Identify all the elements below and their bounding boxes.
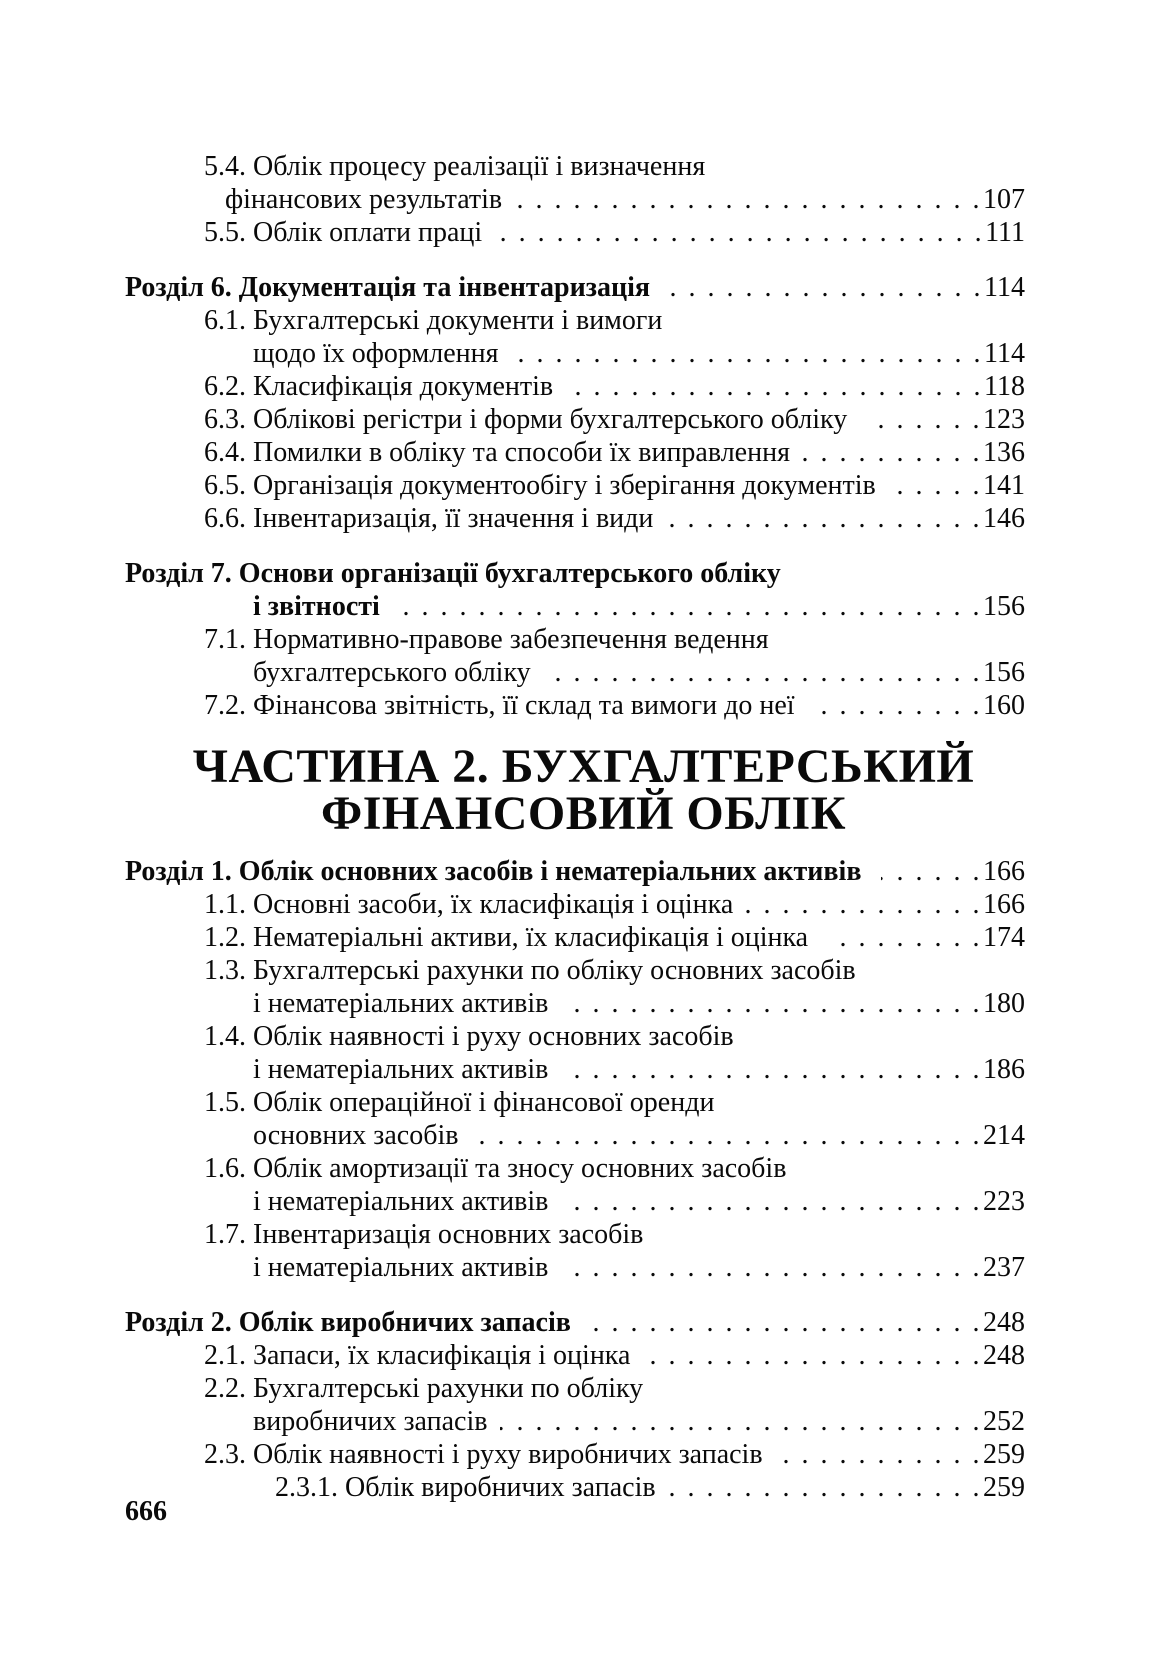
toc-line-page-number: 141 <box>983 470 1025 501</box>
toc-line <box>125 1438 1025 1471</box>
dot-leader <box>584 1306 982 1339</box>
toc-line-text: 6.1. Бухгалтерські документи і вимоги <box>204 305 663 336</box>
dot-leader <box>776 1438 982 1471</box>
toc-line-page-number: 156 <box>983 591 1025 622</box>
toc-line <box>125 150 1025 183</box>
toc-line-page-number: 252 <box>983 1406 1025 1437</box>
toc-line <box>125 1339 1025 1372</box>
toc-line <box>125 183 1025 216</box>
toc-line <box>125 656 1025 689</box>
toc-line-text: 1.5. Облік операційної і фінансової оренди <box>204 1087 715 1118</box>
toc-line-text: 1.2. Нематеріальні активи, їх класифікація і оцінка <box>204 922 823 953</box>
dot-leader <box>803 436 982 469</box>
toc-line-page-number: 123 <box>983 404 1025 435</box>
dot-leader <box>663 271 983 304</box>
toc-line-page-number: 111 <box>985 217 1025 248</box>
toc-line <box>125 855 1025 888</box>
toc-line <box>125 1119 1025 1152</box>
dot-leader <box>500 1405 982 1438</box>
toc-line-page-number: 160 <box>983 690 1025 721</box>
toc-line <box>125 623 1025 656</box>
toc-line-text: виробничих запасів <box>253 1406 495 1437</box>
toc-line-text: 2.3. Облік наявності і руху виробничих запасів <box>204 1439 770 1470</box>
toc-line <box>125 304 1025 337</box>
toc-line <box>125 1372 1025 1405</box>
toc-line <box>125 1218 1025 1251</box>
toc-line <box>125 1185 1025 1218</box>
toc-line <box>125 921 1025 954</box>
toc-line <box>125 502 1025 535</box>
page-number-footer: 666 <box>125 1496 167 1527</box>
dot-leader <box>896 469 982 502</box>
toc-line <box>125 1405 1025 1438</box>
toc-line-page-number: 174 <box>983 922 1025 953</box>
dot-leader <box>815 689 982 722</box>
toc-line-text: 2.2. Бухгалтерські рахунки по обліку <box>204 1373 644 1404</box>
toc-line-text: Розділ 7. Основи організації бухгалтерського обліку <box>125 558 781 589</box>
toc-line <box>125 1471 1025 1504</box>
toc-line-text: Розділ 6. Документація та інвентаризація <box>125 272 658 303</box>
toc-line <box>125 1152 1025 1185</box>
toc-line-page-number: 248 <box>983 1340 1025 1371</box>
toc-line-page-number: 186 <box>983 1054 1025 1085</box>
toc-line-text: і нематеріальних активів <box>253 1252 556 1283</box>
toc-line-text: і нематеріальних активів <box>253 1186 556 1217</box>
toc-line <box>125 370 1025 403</box>
part-heading-line1: ЧАСТИНА 2. БУХГАЛТЕРСЬКИЙ <box>192 740 975 793</box>
toc-line <box>125 469 1025 502</box>
toc-line-text: 2.1. Запаси, їх класифікація і оцінка <box>204 1340 638 1371</box>
toc-line <box>125 271 1025 304</box>
toc-line-text: Розділ 1. Облік основних засобів і нематеріальних активів <box>125 856 876 887</box>
dot-leader <box>566 370 983 403</box>
toc-line <box>125 1251 1025 1284</box>
toc-line-text: і звітності <box>253 591 387 622</box>
toc-line-page-number: 259 <box>983 1472 1025 1503</box>
dot-leader <box>828 921 982 954</box>
dot-leader <box>867 403 982 436</box>
toc-line <box>125 436 1025 469</box>
toc-line-text: 1.7. Інвентаризація основних засобів <box>204 1219 644 1250</box>
toc-line-text: 6.4. Помилки в обліку та способи їх виправлення <box>204 437 797 468</box>
toc-line-text: 5.5. Облік оплати праці <box>204 217 490 248</box>
toc-line <box>125 590 1025 623</box>
part-heading-line2: ФІНАНСОВИЙ ОБЛІК <box>320 787 847 840</box>
toc-line-page-number: 237 <box>983 1252 1025 1283</box>
dot-leader <box>881 855 982 888</box>
toc-line-page-number: 180 <box>983 988 1025 1019</box>
dot-leader <box>643 1339 982 1372</box>
toc-line-text: 7.2. Фінансова звітність, її склад та вимоги до неї <box>204 690 809 721</box>
toc-line-text: 7.1. Нормативно-правове забезпечення ведення <box>204 624 769 655</box>
toc-line-page-number: 248 <box>983 1307 1025 1338</box>
toc-line <box>125 403 1025 436</box>
toc-line-text: 6.6. Інвентаризація, її значення і види <box>204 503 661 534</box>
dot-leader <box>551 656 982 689</box>
toc-line-page-number: 107 <box>983 184 1025 215</box>
toc-line-text: основних засобів <box>253 1120 466 1151</box>
toc-line <box>125 954 1025 987</box>
toc-line-page-number: 259 <box>983 1439 1025 1470</box>
toc-line-text: 6.2. Класифікація документів <box>204 371 561 402</box>
toc-line <box>125 689 1025 722</box>
toc-line-page-number: 114 <box>984 338 1025 369</box>
toc-line-text: і нематеріальних активів <box>253 1054 556 1085</box>
toc-line-page-number: 166 <box>983 889 1025 920</box>
toc-line-text: і нематеріальних активів <box>253 988 556 1019</box>
toc-line-page-number: 166 <box>983 856 1025 887</box>
dot-leader <box>515 183 982 216</box>
dot-leader <box>746 888 982 921</box>
toc-line-text: 5.4. Облік процесу реалізації і визначення <box>204 151 706 182</box>
toc-line <box>125 888 1025 921</box>
toc-line-text: 6.5. Організація документообігу і зберігання документів <box>204 470 890 501</box>
dot-leader <box>495 216 984 249</box>
toc-line <box>125 1020 1025 1053</box>
toc-line-page-number: 146 <box>983 503 1025 534</box>
toc-line <box>125 1086 1025 1119</box>
toc-section-part2 <box>125 855 1025 1504</box>
toc-line-text: бухгалтерського обліку <box>253 657 545 688</box>
toc-line-text: 1.1. Основні засоби, їх класифікація і оцінка <box>204 889 741 920</box>
part-heading <box>0 740 1167 840</box>
toc-line-text: Розділ 2. Облік виробничих запасів <box>125 1307 578 1338</box>
toc-line-page-number: 223 <box>983 1186 1025 1217</box>
dot-leader <box>669 1471 982 1504</box>
dot-leader <box>561 1185 982 1218</box>
dot-leader <box>561 1053 982 1086</box>
dot-leader <box>471 1119 982 1152</box>
toc-section-part1 <box>125 0 1025 722</box>
toc-line <box>125 337 1025 370</box>
toc-line-page-number: 156 <box>983 657 1025 688</box>
toc-line-page-number: 214 <box>983 1120 1025 1151</box>
toc-line-text: 1.6. Облік амортизації та зносу основних засобів <box>204 1153 787 1184</box>
dot-leader <box>666 502 982 535</box>
toc-line-page-number: 114 <box>984 272 1025 303</box>
toc-line-text: 1.3. Бухгалтерські рахунки по обліку основних засобів <box>204 955 856 986</box>
toc-line-text: щодо їх оформлення <box>253 338 506 369</box>
toc-line-text: фінансових результатів <box>225 184 510 215</box>
toc-line-page-number: 136 <box>983 437 1025 468</box>
toc-line-text: 6.3. Облікові регістри і форми бухгалтерського обліку <box>204 404 862 435</box>
toc-line <box>125 1306 1025 1339</box>
dot-leader <box>561 987 982 1020</box>
toc-line-page-number: 118 <box>984 371 1025 402</box>
dot-leader <box>393 590 982 623</box>
toc-line-text: 2.3.1. Облік виробничих запасів <box>275 1472 663 1503</box>
toc-line-text: 1.4. Облік наявності і руху основних засобів <box>204 1021 734 1052</box>
dot-leader <box>561 1251 982 1284</box>
dot-leader <box>511 337 983 370</box>
toc-line <box>125 987 1025 1020</box>
toc-line <box>125 1053 1025 1086</box>
toc-line <box>125 216 1025 249</box>
toc-line <box>125 557 1025 590</box>
